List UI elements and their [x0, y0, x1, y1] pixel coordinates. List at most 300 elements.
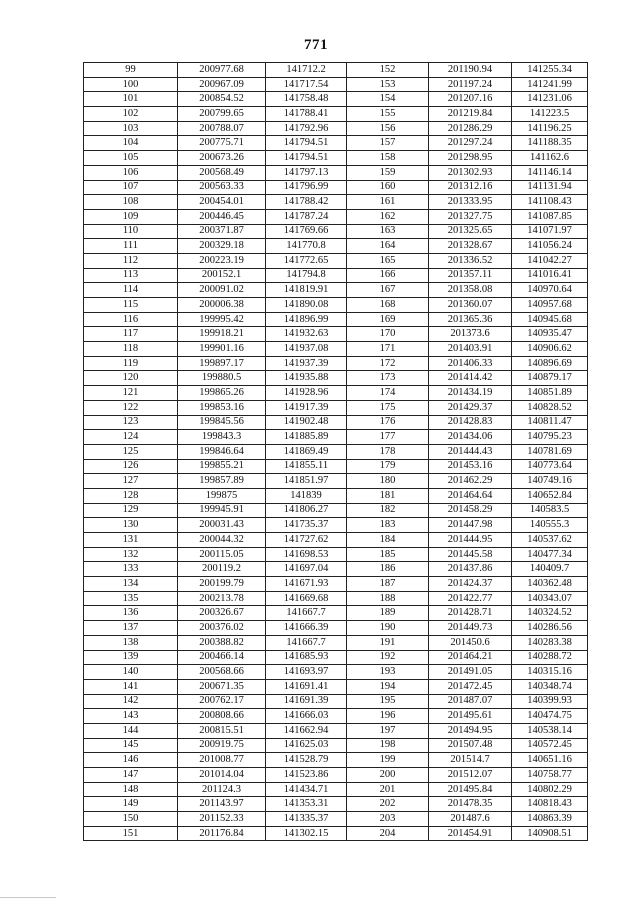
point-number-left-cell: 120 [84, 371, 178, 386]
x-coordinate-right-cell: 201495.61 [429, 709, 512, 724]
y-coordinate-left-cell: 141669.68 [266, 591, 347, 606]
x-coordinate-left-cell: 200199.79 [178, 577, 266, 592]
y-coordinate-left-cell: 141712.2 [266, 63, 347, 78]
x-coordinate-left-cell: 199880.5 [178, 371, 266, 386]
x-coordinate-left-cell: 200967.09 [178, 77, 266, 92]
y-coordinate-right-cell: 140879.17 [512, 371, 588, 386]
y-coordinate-right-cell: 140324.52 [512, 606, 588, 621]
x-coordinate-left-cell: 200762.17 [178, 694, 266, 709]
point-number-right-cell: 199 [347, 753, 429, 768]
point-number-right-cell: 159 [347, 165, 429, 180]
x-coordinate-left-cell: 200371.87 [178, 224, 266, 239]
point-number-left-cell: 142 [84, 694, 178, 709]
y-coordinate-right-cell: 140758.77 [512, 768, 588, 783]
x-coordinate-right-cell: 201327.75 [429, 209, 512, 224]
table-row [84, 474, 588, 489]
y-coordinate-left-cell: 141935.88 [266, 371, 347, 386]
point-number-right-cell: 200 [347, 768, 429, 783]
x-coordinate-right-cell: 201414.42 [429, 371, 512, 386]
table-row [84, 268, 588, 283]
point-number-right-cell: 172 [347, 356, 429, 371]
page-number: 771 [304, 37, 328, 53]
y-coordinate-right-cell: 140651.16 [512, 753, 588, 768]
x-coordinate-left-cell: 200446.45 [178, 209, 266, 224]
point-number-left-cell: 107 [84, 180, 178, 195]
point-number-right-cell: 190 [347, 621, 429, 636]
x-coordinate-left-cell: 200775.71 [178, 136, 266, 151]
table-row [84, 503, 588, 518]
y-coordinate-right-cell: 140286.56 [512, 621, 588, 636]
point-number-left-cell: 130 [84, 518, 178, 533]
x-coordinate-left-cell: 199875 [178, 488, 266, 503]
table-row [84, 679, 588, 694]
x-coordinate-left-cell: 200031.43 [178, 518, 266, 533]
point-number-right-cell: 182 [347, 503, 429, 518]
point-number-right-cell: 156 [347, 121, 429, 136]
y-coordinate-right-cell: 141016.41 [512, 268, 588, 283]
y-coordinate-left-cell: 141523.86 [266, 768, 347, 783]
x-coordinate-right-cell: 201403.91 [429, 342, 512, 357]
x-coordinate-left-cell: 201124.3 [178, 782, 266, 797]
table-row [84, 723, 588, 738]
y-coordinate-left-cell: 141890.08 [266, 298, 347, 313]
point-number-left-cell: 131 [84, 533, 178, 548]
x-coordinate-left-cell: 200808.66 [178, 709, 266, 724]
point-number-right-cell: 198 [347, 738, 429, 753]
point-number-left-cell: 129 [84, 503, 178, 518]
y-coordinate-right-cell: 140828.52 [512, 400, 588, 415]
x-coordinate-right-cell: 201437.86 [429, 562, 512, 577]
y-coordinate-left-cell: 141794.51 [266, 151, 347, 166]
y-coordinate-right-cell: 140906.62 [512, 342, 588, 357]
point-number-left-cell: 137 [84, 621, 178, 636]
table-row [84, 239, 588, 254]
table-row [84, 826, 588, 841]
x-coordinate-left-cell: 200919.75 [178, 738, 266, 753]
point-number-left-cell: 121 [84, 386, 178, 401]
y-coordinate-right-cell: 141056.24 [512, 239, 588, 254]
y-coordinate-left-cell: 141937.39 [266, 356, 347, 371]
x-coordinate-right-cell: 201297.24 [429, 136, 512, 151]
point-number-left-cell: 127 [84, 474, 178, 489]
point-number-left-cell: 147 [84, 768, 178, 783]
y-coordinate-left-cell: 141666.39 [266, 621, 347, 636]
y-coordinate-right-cell: 141188.35 [512, 136, 588, 151]
y-coordinate-right-cell: 140362.48 [512, 577, 588, 592]
y-coordinate-left-cell: 141770.8 [266, 239, 347, 254]
point-number-right-cell: 204 [347, 826, 429, 841]
table-row [84, 577, 588, 592]
point-number-left-cell: 132 [84, 547, 178, 562]
table-row [84, 488, 588, 503]
point-number-left-cell: 114 [84, 283, 178, 298]
x-coordinate-right-cell: 201422.77 [429, 591, 512, 606]
point-number-right-cell: 164 [347, 239, 429, 254]
point-number-right-cell: 153 [347, 77, 429, 92]
table-row [84, 136, 588, 151]
x-coordinate-right-cell: 201450.6 [429, 635, 512, 650]
y-coordinate-right-cell: 140935.47 [512, 327, 588, 342]
point-number-left-cell: 101 [84, 92, 178, 107]
point-number-right-cell: 191 [347, 635, 429, 650]
x-coordinate-left-cell: 201008.77 [178, 753, 266, 768]
y-coordinate-left-cell: 141851.97 [266, 474, 347, 489]
x-coordinate-right-cell: 201325.65 [429, 224, 512, 239]
y-coordinate-right-cell: 140538.14 [512, 723, 588, 738]
y-coordinate-left-cell: 141735.37 [266, 518, 347, 533]
x-coordinate-left-cell: 201176.84 [178, 826, 266, 841]
point-number-left-cell: 110 [84, 224, 178, 239]
y-coordinate-right-cell: 140851.89 [512, 386, 588, 401]
table-row [84, 562, 588, 577]
point-number-right-cell: 183 [347, 518, 429, 533]
y-coordinate-right-cell: 140811.47 [512, 415, 588, 430]
point-number-left-cell: 134 [84, 577, 178, 592]
point-number-left-cell: 126 [84, 459, 178, 474]
x-coordinate-right-cell: 201336.52 [429, 253, 512, 268]
y-coordinate-right-cell: 141223.5 [512, 107, 588, 122]
y-coordinate-left-cell: 141335.37 [266, 812, 347, 827]
x-coordinate-left-cell: 199897.17 [178, 356, 266, 371]
x-coordinate-right-cell: 201444.95 [429, 533, 512, 548]
point-number-right-cell: 195 [347, 694, 429, 709]
y-coordinate-left-cell: 141528.79 [266, 753, 347, 768]
point-number-right-cell: 188 [347, 591, 429, 606]
table-row [84, 92, 588, 107]
x-coordinate-left-cell: 200854.52 [178, 92, 266, 107]
x-coordinate-right-cell: 201478.35 [429, 797, 512, 812]
y-coordinate-left-cell: 141693.97 [266, 665, 347, 680]
x-coordinate-left-cell: 199855.21 [178, 459, 266, 474]
x-coordinate-left-cell: 199857.89 [178, 474, 266, 489]
x-coordinate-left-cell: 200977.68 [178, 63, 266, 78]
x-coordinate-left-cell: 200788.07 [178, 121, 266, 136]
table-row [84, 415, 588, 430]
y-coordinate-right-cell: 140896.69 [512, 356, 588, 371]
table-row [84, 165, 588, 180]
y-coordinate-right-cell: 140555.3 [512, 518, 588, 533]
x-coordinate-right-cell: 201424.37 [429, 577, 512, 592]
x-coordinate-left-cell: 200119.2 [178, 562, 266, 577]
x-coordinate-left-cell: 200815.51 [178, 723, 266, 738]
y-coordinate-left-cell: 141797.13 [266, 165, 347, 180]
x-coordinate-right-cell: 201312.16 [429, 180, 512, 195]
point-number-right-cell: 161 [347, 195, 429, 210]
point-number-right-cell: 189 [347, 606, 429, 621]
x-coordinate-left-cell: 200213.78 [178, 591, 266, 606]
y-coordinate-left-cell: 141917.39 [266, 400, 347, 415]
y-coordinate-right-cell: 141108.43 [512, 195, 588, 210]
x-coordinate-right-cell: 201429.37 [429, 400, 512, 415]
point-number-left-cell: 100 [84, 77, 178, 92]
x-coordinate-left-cell: 199995.42 [178, 312, 266, 327]
x-coordinate-right-cell: 201464.64 [429, 488, 512, 503]
point-number-left-cell: 103 [84, 121, 178, 136]
x-coordinate-left-cell: 200454.01 [178, 195, 266, 210]
table-row [84, 591, 588, 606]
point-number-left-cell: 144 [84, 723, 178, 738]
table-row [84, 444, 588, 459]
y-coordinate-right-cell: 141131.94 [512, 180, 588, 195]
y-coordinate-left-cell: 141667.7 [266, 606, 347, 621]
y-coordinate-left-cell: 141902.48 [266, 415, 347, 430]
y-coordinate-left-cell: 141691.41 [266, 679, 347, 694]
y-coordinate-right-cell: 140795.23 [512, 430, 588, 445]
point-number-left-cell: 109 [84, 209, 178, 224]
y-coordinate-right-cell: 140399.93 [512, 694, 588, 709]
point-number-right-cell: 201 [347, 782, 429, 797]
y-coordinate-left-cell: 141302.15 [266, 826, 347, 841]
point-number-left-cell: 117 [84, 327, 178, 342]
point-number-right-cell: 197 [347, 723, 429, 738]
point-number-right-cell: 167 [347, 283, 429, 298]
x-coordinate-right-cell: 201487.6 [429, 812, 512, 827]
x-coordinate-left-cell: 200115.05 [178, 547, 266, 562]
point-number-left-cell: 133 [84, 562, 178, 577]
y-coordinate-right-cell: 140537.62 [512, 533, 588, 548]
point-number-right-cell: 194 [347, 679, 429, 694]
x-coordinate-left-cell: 200376.02 [178, 621, 266, 636]
point-number-right-cell: 160 [347, 180, 429, 195]
y-coordinate-right-cell: 140863.39 [512, 812, 588, 827]
x-coordinate-right-cell: 201449.73 [429, 621, 512, 636]
coordinates-table [83, 62, 588, 841]
y-coordinate-left-cell: 141698.53 [266, 547, 347, 562]
y-coordinate-right-cell: 140652.84 [512, 488, 588, 503]
y-coordinate-right-cell: 140315.16 [512, 665, 588, 680]
point-number-right-cell: 187 [347, 577, 429, 592]
x-coordinate-right-cell: 201286.29 [429, 121, 512, 136]
table-row [84, 342, 588, 357]
y-coordinate-left-cell: 141788.41 [266, 107, 347, 122]
x-coordinate-left-cell: 200152.1 [178, 268, 266, 283]
y-coordinate-left-cell: 141855.11 [266, 459, 347, 474]
x-coordinate-right-cell: 201514.7 [429, 753, 512, 768]
point-number-right-cell: 179 [347, 459, 429, 474]
x-coordinate-right-cell: 201434.19 [429, 386, 512, 401]
x-coordinate-left-cell: 199843.3 [178, 430, 266, 445]
point-number-left-cell: 124 [84, 430, 178, 445]
point-number-right-cell: 180 [347, 474, 429, 489]
x-coordinate-right-cell: 201454.91 [429, 826, 512, 841]
table-row [84, 283, 588, 298]
x-coordinate-left-cell: 199845.56 [178, 415, 266, 430]
x-coordinate-left-cell: 200799.65 [178, 107, 266, 122]
point-number-left-cell: 111 [84, 239, 178, 254]
point-number-left-cell: 99 [84, 63, 178, 78]
x-coordinate-left-cell: 201143.97 [178, 797, 266, 812]
point-number-left-cell: 112 [84, 253, 178, 268]
point-number-left-cell: 150 [84, 812, 178, 827]
point-number-left-cell: 116 [84, 312, 178, 327]
y-coordinate-left-cell: 141667.7 [266, 635, 347, 650]
y-coordinate-right-cell: 140474.75 [512, 709, 588, 724]
x-coordinate-right-cell: 201494.95 [429, 723, 512, 738]
point-number-left-cell: 140 [84, 665, 178, 680]
point-number-right-cell: 154 [347, 92, 429, 107]
point-number-left-cell: 149 [84, 797, 178, 812]
table-row [84, 400, 588, 415]
x-coordinate-left-cell: 199901.16 [178, 342, 266, 357]
point-number-right-cell: 166 [347, 268, 429, 283]
point-number-left-cell: 151 [84, 826, 178, 841]
y-coordinate-left-cell: 141794.51 [266, 136, 347, 151]
x-coordinate-right-cell: 201373.6 [429, 327, 512, 342]
y-coordinate-right-cell: 140288.72 [512, 650, 588, 665]
table-row [84, 533, 588, 548]
table-row [84, 63, 588, 78]
point-number-right-cell: 173 [347, 371, 429, 386]
x-coordinate-right-cell: 201507.48 [429, 738, 512, 753]
table-row [84, 77, 588, 92]
point-number-left-cell: 128 [84, 488, 178, 503]
x-coordinate-left-cell: 200568.49 [178, 165, 266, 180]
x-coordinate-left-cell: 199846.64 [178, 444, 266, 459]
y-coordinate-right-cell: 141162.6 [512, 151, 588, 166]
y-coordinate-right-cell: 140818.43 [512, 797, 588, 812]
x-coordinate-right-cell: 201328.67 [429, 239, 512, 254]
table-row [84, 312, 588, 327]
y-coordinate-left-cell: 141671.93 [266, 577, 347, 592]
point-number-left-cell: 138 [84, 635, 178, 650]
x-coordinate-right-cell: 201495.84 [429, 782, 512, 797]
table-row [84, 621, 588, 636]
point-number-right-cell: 203 [347, 812, 429, 827]
y-coordinate-left-cell: 141353.31 [266, 797, 347, 812]
point-number-right-cell: 157 [347, 136, 429, 151]
x-coordinate-right-cell: 201453.16 [429, 459, 512, 474]
coordinates-table-body [84, 63, 588, 841]
y-coordinate-right-cell: 140957.68 [512, 298, 588, 313]
y-coordinate-right-cell: 141071.97 [512, 224, 588, 239]
point-number-left-cell: 143 [84, 709, 178, 724]
x-coordinate-right-cell: 201491.05 [429, 665, 512, 680]
point-number-left-cell: 102 [84, 107, 178, 122]
table-row [84, 606, 588, 621]
table-row [84, 738, 588, 753]
point-number-left-cell: 139 [84, 650, 178, 665]
table-row [84, 224, 588, 239]
point-number-left-cell: 106 [84, 165, 178, 180]
point-number-right-cell: 163 [347, 224, 429, 239]
y-coordinate-left-cell: 141625.03 [266, 738, 347, 753]
x-coordinate-right-cell: 201406.33 [429, 356, 512, 371]
table-row [84, 547, 588, 562]
point-number-right-cell: 169 [347, 312, 429, 327]
y-coordinate-right-cell: 140572.45 [512, 738, 588, 753]
y-coordinate-left-cell: 141666.03 [266, 709, 347, 724]
table-row [84, 107, 588, 122]
x-coordinate-right-cell: 201472.45 [429, 679, 512, 694]
table-row [84, 797, 588, 812]
y-coordinate-right-cell: 140908.51 [512, 826, 588, 841]
table-row [84, 709, 588, 724]
point-number-left-cell: 136 [84, 606, 178, 621]
point-number-right-cell: 152 [347, 63, 429, 78]
point-number-right-cell: 186 [347, 562, 429, 577]
point-number-left-cell: 148 [84, 782, 178, 797]
y-coordinate-right-cell: 140477.34 [512, 547, 588, 562]
point-number-right-cell: 170 [347, 327, 429, 342]
point-number-right-cell: 158 [347, 151, 429, 166]
x-coordinate-left-cell: 200563.33 [178, 180, 266, 195]
x-coordinate-left-cell: 200044.32 [178, 533, 266, 548]
x-coordinate-right-cell: 201357.11 [429, 268, 512, 283]
x-coordinate-left-cell: 199865.26 [178, 386, 266, 401]
point-number-right-cell: 178 [347, 444, 429, 459]
y-coordinate-left-cell: 141839 [266, 488, 347, 503]
point-number-right-cell: 202 [347, 797, 429, 812]
point-number-left-cell: 122 [84, 400, 178, 415]
point-number-left-cell: 141 [84, 679, 178, 694]
y-coordinate-right-cell: 140781.69 [512, 444, 588, 459]
y-coordinate-left-cell: 141819.91 [266, 283, 347, 298]
table-row [84, 753, 588, 768]
x-coordinate-right-cell: 201197.24 [429, 77, 512, 92]
y-coordinate-right-cell: 140802.29 [512, 782, 588, 797]
x-coordinate-right-cell: 201219.84 [429, 107, 512, 122]
point-number-right-cell: 171 [347, 342, 429, 357]
point-number-left-cell: 105 [84, 151, 178, 166]
point-number-right-cell: 196 [347, 709, 429, 724]
point-number-right-cell: 184 [347, 533, 429, 548]
point-number-right-cell: 192 [347, 650, 429, 665]
y-coordinate-left-cell: 141685.93 [266, 650, 347, 665]
table-row [84, 121, 588, 136]
table-row [84, 782, 588, 797]
y-coordinate-left-cell: 141727.62 [266, 533, 347, 548]
table-row [84, 518, 588, 533]
x-coordinate-left-cell: 201014.04 [178, 768, 266, 783]
table-row [84, 180, 588, 195]
point-number-right-cell: 174 [347, 386, 429, 401]
y-coordinate-left-cell: 141792.96 [266, 121, 347, 136]
point-number-left-cell: 118 [84, 342, 178, 357]
y-coordinate-right-cell: 140773.64 [512, 459, 588, 474]
y-coordinate-left-cell: 141691.39 [266, 694, 347, 709]
x-coordinate-left-cell: 200006.38 [178, 298, 266, 313]
table-row [84, 371, 588, 386]
y-coordinate-left-cell: 141928.96 [266, 386, 347, 401]
table-row [84, 253, 588, 268]
x-coordinate-left-cell: 199945.91 [178, 503, 266, 518]
point-number-right-cell: 168 [347, 298, 429, 313]
y-coordinate-right-cell: 140343.07 [512, 591, 588, 606]
y-coordinate-right-cell: 141241.99 [512, 77, 588, 92]
table-row [84, 195, 588, 210]
table-row [84, 812, 588, 827]
x-coordinate-right-cell: 201428.71 [429, 606, 512, 621]
table-row [84, 635, 588, 650]
y-coordinate-left-cell: 141788.42 [266, 195, 347, 210]
y-coordinate-right-cell: 140749.16 [512, 474, 588, 489]
x-coordinate-right-cell: 201445.58 [429, 547, 512, 562]
y-coordinate-left-cell: 141794.8 [266, 268, 347, 283]
y-coordinate-right-cell: 140970.64 [512, 283, 588, 298]
y-coordinate-left-cell: 141662.94 [266, 723, 347, 738]
x-coordinate-right-cell: 201298.95 [429, 151, 512, 166]
x-coordinate-right-cell: 201434.06 [429, 430, 512, 445]
y-coordinate-left-cell: 141772.65 [266, 253, 347, 268]
y-coordinate-left-cell: 141937.08 [266, 342, 347, 357]
table-row [84, 386, 588, 401]
x-coordinate-left-cell: 200466.14 [178, 650, 266, 665]
y-coordinate-right-cell: 141231.06 [512, 92, 588, 107]
y-coordinate-left-cell: 141885.89 [266, 430, 347, 445]
point-number-left-cell: 123 [84, 415, 178, 430]
y-coordinate-left-cell: 141806.27 [266, 503, 347, 518]
table-row [84, 327, 588, 342]
